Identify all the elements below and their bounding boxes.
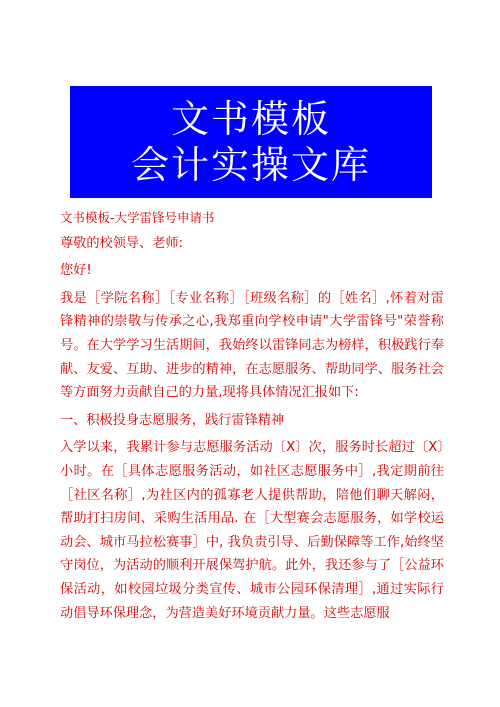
intro-paragraph: 我是［学院名称］［专业名称］［班级名称］的［姓名］,怀着对雷锋精神的崇敬与传承之心,我郑重向学校申请"大学雷锋号"荣誉称号。在大学学习生活期间，我始终以雷锋同志为榜样，积极践行奉献、友爱、互助、进步的精神，在志愿服务、帮助同学、服务社会等方面努力贡献自己的力量,现将具体情况汇报如下:	[60, 290, 444, 401]
salutation: 尊敬的校领导、老师:	[60, 235, 184, 251]
banner-title-line2: 会计实操文库	[130, 143, 371, 187]
title-banner	[70, 86, 432, 198]
document-body	[60, 206, 444, 625]
greeting: 您好!	[60, 263, 92, 279]
section-heading: 一、积极投身志愿服务，践行雷锋精神	[60, 412, 285, 428]
document-title: 文书模板-大学雷锋号申请书	[60, 210, 215, 225]
section-paragraph: 入学以来，我累计参与志愿服务活动〔X〕次，服务时长超过〔X〕小时。在［具体志愿服务活动，如社区志愿服务中］,我定期前往［社区名称］,为社区内的孤寡老人提供帮助，陪他们聊天解闷，帮助打扫房间、采购生活用品. 在［大型赛会志愿服务，如学校运动会、城市马拉松赛事］中, 我负责引导、后勤保障等工作,始终坚守岗位，为活动的顺利开展保驾护航。此外，我还参与了［公益环保活动，如校园垃圾分类宣传、城市公园环保清理］,通过实际行动倡导环保理念，为营造美好环境贡献力量。这些志愿服	[60, 440, 444, 621]
banner-title-line1: 文书模板	[170, 97, 331, 141]
